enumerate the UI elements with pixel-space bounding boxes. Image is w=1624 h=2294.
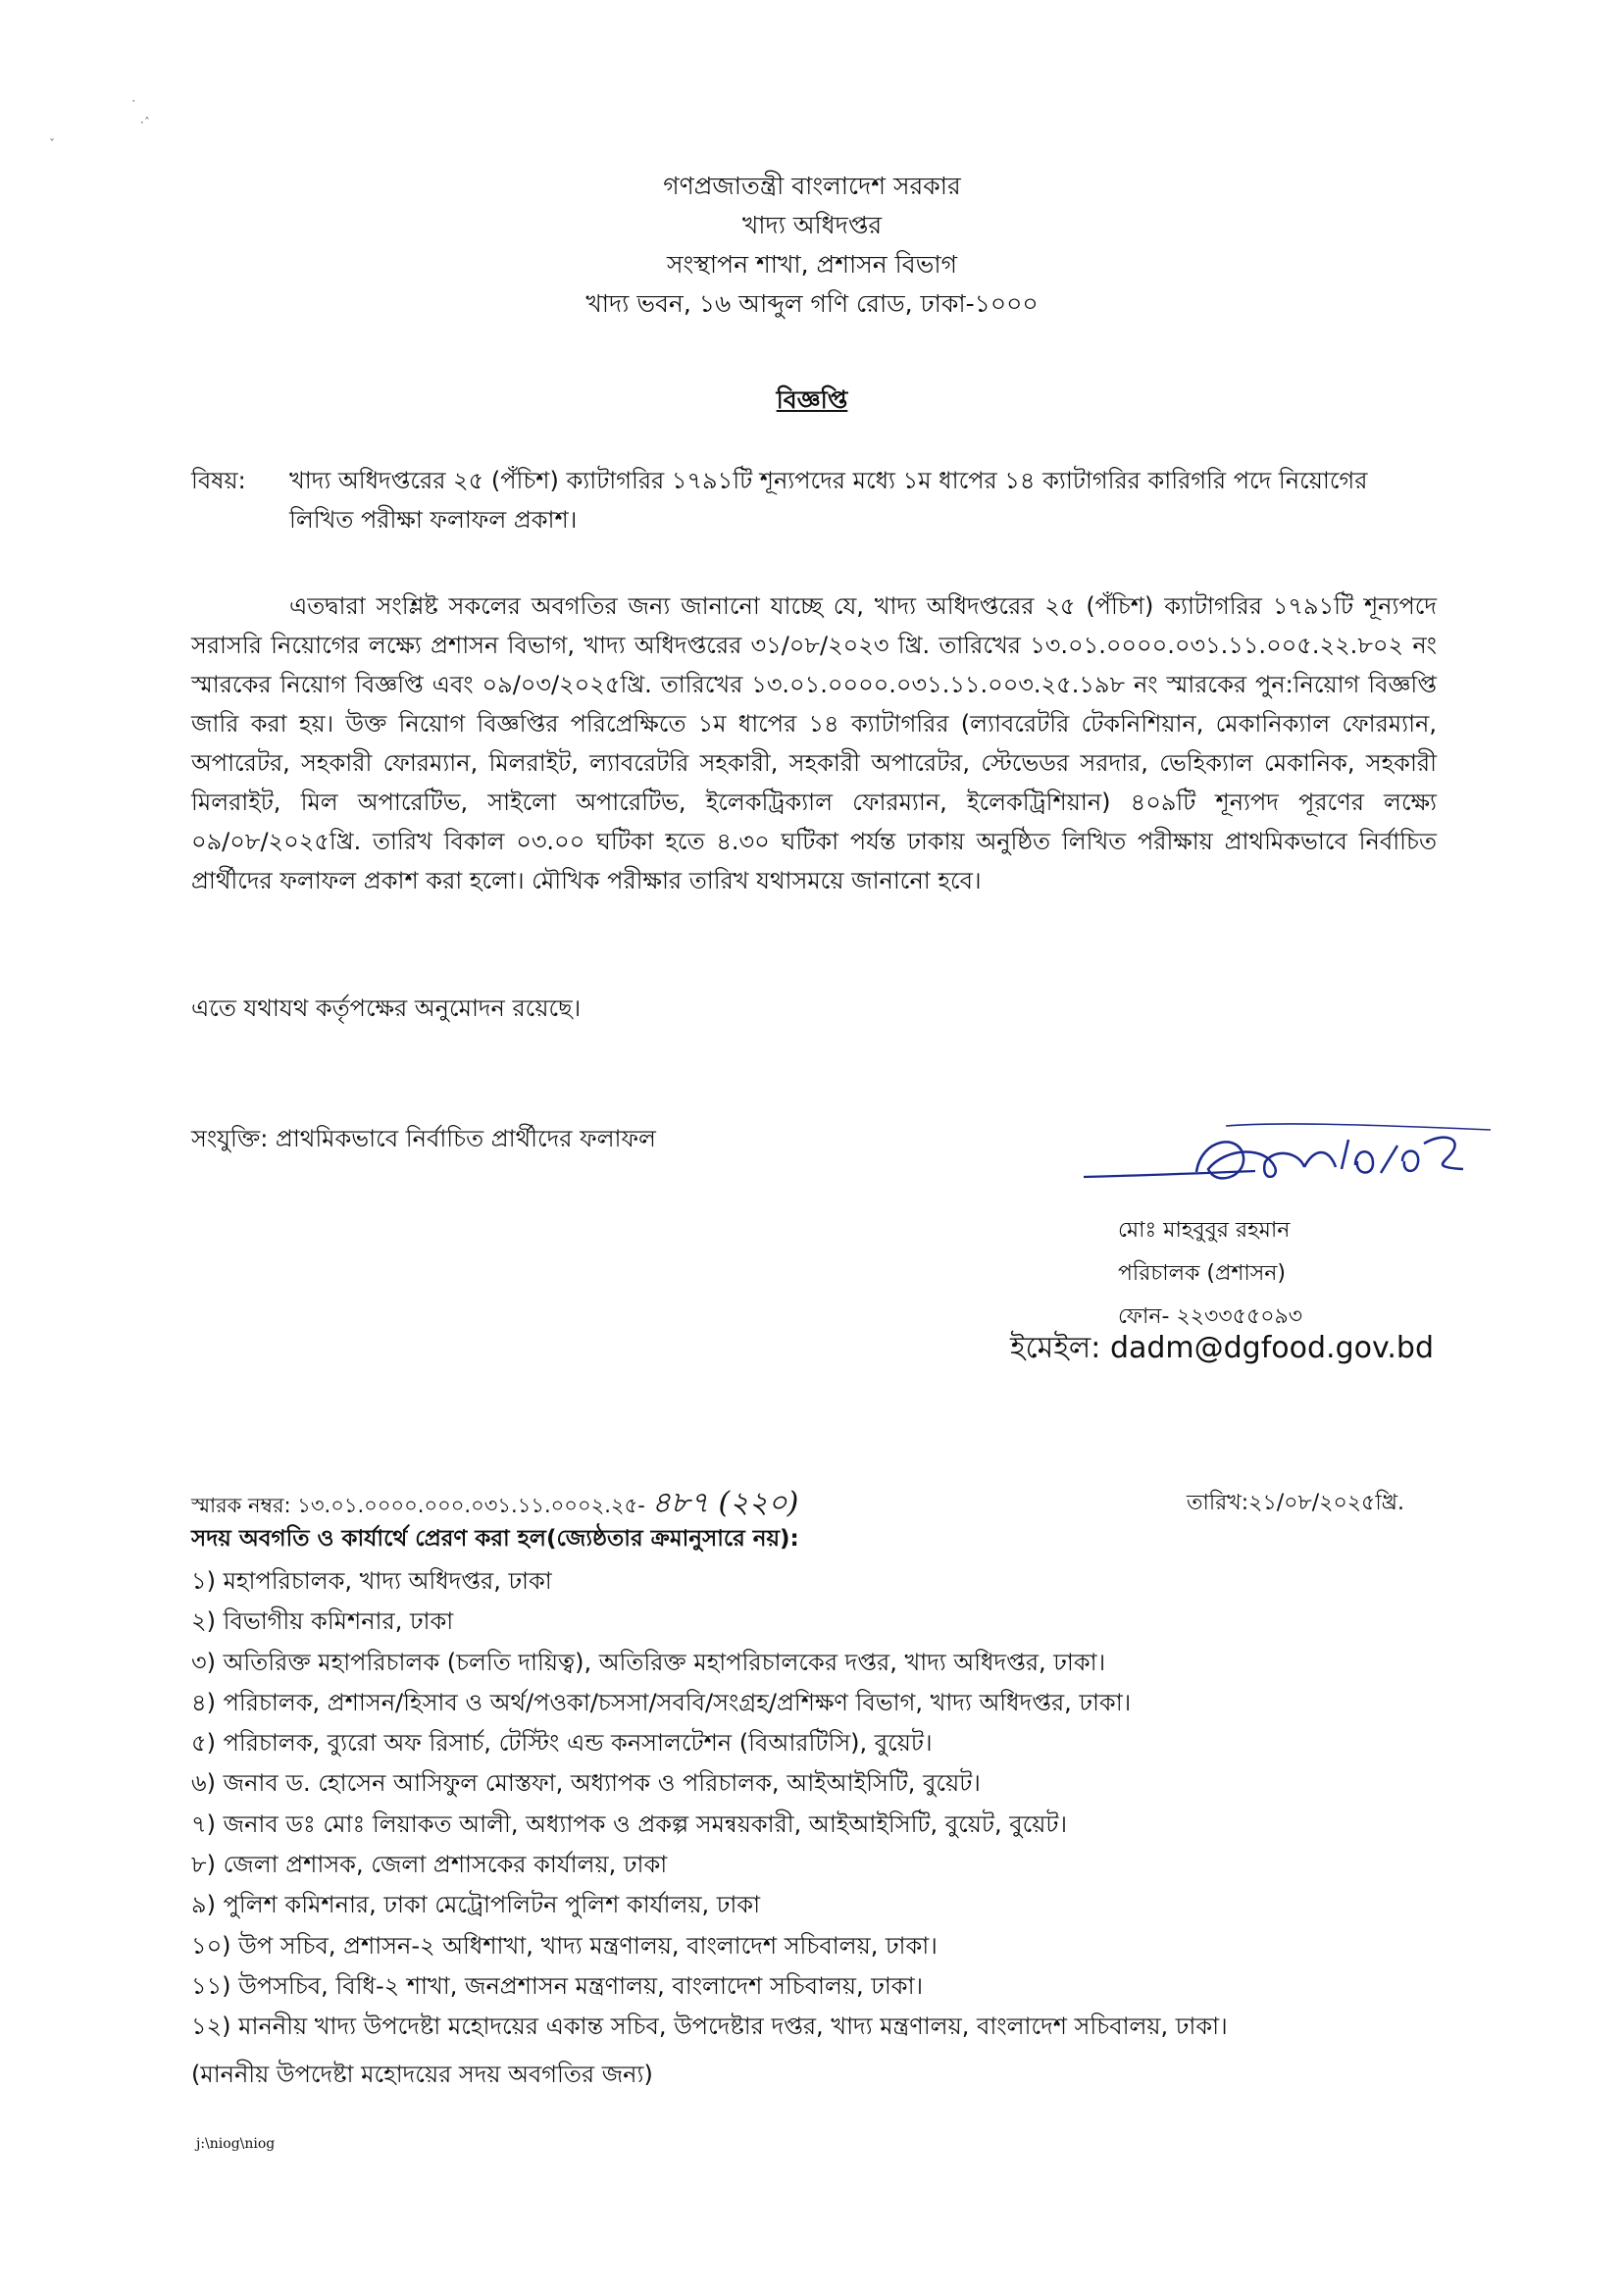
letterhead-section: সংস্থাপন শাখা, প্রশাসন বিভাগ xyxy=(667,250,957,279)
list-item: ৫) পরিচালক, ব্যুরো অফ রিসার্চ, টেস্টিং এন্ড কনসালটেশন (বিআরটিসি), বুয়েট। xyxy=(191,1729,933,1758)
list-item: ৮) জেলা প্রশাসক, জেলা প্রশাসকের কার্যালয়, ঢাকা xyxy=(191,1851,668,1879)
signatory-block xyxy=(1118,1209,1302,1339)
distribution-heading: সদয় অবগতি ও কার্যার্থে প্রেরণ করা হল(জ্যেষ্ঠতার ক্রমানুসারে নয়): xyxy=(191,1526,799,1552)
date-value: ২১/০৮/২০২৫খ্রি. xyxy=(1248,1491,1404,1515)
issue-date xyxy=(1187,1486,1404,1522)
memo-label: স্মারক নম্বর: ১৩.০১.০০০০.০০০.০৩১.১১.০০০২.২৫- xyxy=(191,1494,645,1517)
scan-speck: ٠ xyxy=(130,93,137,107)
signatory-name: মোঃ মাহবুবুর রহমান xyxy=(1118,1218,1291,1243)
list-item: ১০) উপ সচিব, প্রশাসন-২ অধিশাখা, খাদ্য মন্ত্রণালয়, বাংলাদেশ সচিবালয়, ঢাকা। xyxy=(191,1931,938,1960)
list-item: ১২) মাননীয় খাদ্য উপদেষ্টা মহোদয়ের একান্ত সচিব, উপদেষ্টার দপ্তর, খাদ্য মন্ত্রণালয়, বাংলাদেশ সচিবালয়, ঢাকা। xyxy=(191,2013,1228,2041)
list-item: ৪) পরিচালক, প্রশাসন/হিসাব ও অর্থ/পওকা/চসসা/সববি/সংগ্রহ/প্রশিক্ষণ বিভাগ, খাদ্য অধিদপ্তর, ঢাকা। xyxy=(191,1688,1132,1716)
attachment-line: সংযুক্তি: প্রাথমিকভাবে নির্বাচিত প্রার্থীদের ফলাফল xyxy=(191,1125,656,1152)
subject-label: বিষয়: xyxy=(191,467,246,494)
distribution-list xyxy=(191,1561,1466,2048)
signatory-phone: ফোন- ২২৩৩৫৫০৯৩ xyxy=(1118,1304,1303,1329)
approval-statement: এতে যথাযথ কর্তৃপক্ষের অনুমোদন রয়েছে। xyxy=(191,994,582,1022)
letterhead-address: খাদ্য ভবন, ১৬ আব্দুল গণি রোড, ঢাকা-১০০০ xyxy=(585,289,1039,318)
list-item: ২) বিভাগীয় কমিশনার, ঢাকা xyxy=(191,1607,454,1636)
signatory-email-line xyxy=(1010,1324,1434,1374)
letterhead-government: গণপ্রজাতন্ত্রী বাংলাদেশ সরকার xyxy=(663,172,961,200)
letterhead xyxy=(294,167,1330,324)
email-label: ইমেইল: xyxy=(1010,1331,1101,1365)
list-item: ৯) পুলিশ কমিশনার, ঢাকা মেট্রোপলিটন পুলিশ কার্যালয়, ঢাকা xyxy=(191,1891,761,1919)
signatory-designation: পরিচালক (প্রশাসন) xyxy=(1118,1261,1287,1286)
subject-block xyxy=(191,461,1437,539)
subject-text: খাদ্য অধিদপ্তরের ২৫ (পঁচিশ) ক্যাটাগরির ১৭৯১টি শূন্যপদের মধ্যে ১ম ধাপের ১৪ ক্যাটাগরির কারিগরি পদে নিয়োগের লিখিত পরীক্ষা ফলাফল প্রকাশ। xyxy=(289,467,1368,534)
scan-speck: ·ˆ xyxy=(140,116,150,129)
notice-body: এতদ্বারা সংশ্লিষ্ট সকলের অবগতির জন্য জানানো যাচ্ছে যে, খাদ্য অধিদপ্তরের ২৫ (পঁচিশ) ক্যাটাগরির ১৭৯১টি শূন্যপদে সরাসরি নিয়োগের লক্ষ্যে প্রশাসন বিভাগ, খাদ্য অধিদপ্তরের ৩১/০৮/২০২৩ খ্রি. তারিখের ১৩.০১.০০০০.০৩১.১১.০০৫.২২.৮০২ নং স্মারকের নিয়োগ বিজ্ঞপ্তি এবং ০৯/০৩/২০২৫খ্রি. তারিখের ১৩.০১.০০০০.০৩১.১১.০০৩.২৫.১৯৮ নং স্মারকের পুন:নিয়োগ বিজ্ঞপ্তি জারি করা হয়। উক্ত নিয়োগ বিজ্ঞপ্তির পরিপ্রেক্ষিতে ১ম ধাপের ১৪ ক্যাটাগরির (ল্যাবরেটরি টেকনিশিয়ান, মেকানিক্যাল ফোরম্যান, অপারেটর, সহকারী ফোরম্যান, মিলরাইট, ল্যাবরেটরি সহকারী, সহকারী অপারেটর, স্টেভেডর সরদার, ভেহিক্যাল মেকানিক, সহকারী মিলরাইট, মিল অপারেটিভ, সাইলো অপারেটিভ, ইলেকট্রিক্যাল ফোরম্যান, ইলেকট্রিশিয়ান) ৪০৯টি শূন্যপদ পূরণের লক্ষ্যে ০৯/০৮/২০২৫খ্রি. তারিখ বিকাল ০৩.০০ ঘটিকা হতে ৪.৩০ ঘটিকা পর্যন্ত ঢাকায় অনুষ্ঠিত লিখিত পরীক্ষায় প্রাথমিকভাবে নির্বাচিত প্রার্থীদের ফলাফল প্রকাশ করা হলো। মৌখিক পরীক্ষার তারিখ যথাসময়ে জানানো হবে। xyxy=(191,592,1437,894)
list-item: ১) মহাপরিচালক, খাদ্য অধিদপ্তর, ঢাকা xyxy=(191,1567,552,1595)
letterhead-department: খাদ্য অধিদপ্তর xyxy=(741,211,883,239)
memo-handwritten-number: ৪৮৭ (২২০) xyxy=(651,1486,799,1520)
list-item: ৬) জনাব ড. হোসেন আসিফুল মোস্তফা, অধ্যাপক ও পরিচালক, আইআইসিটি, বুয়েট। xyxy=(191,1769,981,1798)
notice-title: বিজ্ঞপ্তি xyxy=(776,385,848,414)
handwritten-signature xyxy=(1079,1118,1500,1216)
list-item: ৩) অতিরিক্ত মহাপরিচালক (চলতি দায়িত্ব), অতিরিক্ত মহাপরিচালকের দপ্তর, খাদ্য অধিদপ্তর, ঢাকা। xyxy=(191,1648,1106,1676)
scan-speck: ˇ xyxy=(49,137,55,151)
email-address: dadm@dgfood.gov.bd xyxy=(1109,1331,1435,1365)
date-label: তারিখ: xyxy=(1187,1491,1249,1515)
file-path-footer: j:\niog\niog xyxy=(196,2136,276,2152)
list-item: ১১) উপসচিব, বিধি-২ শাখা, জনপ্রশাসন মন্ত্রণালয়, বাংলাদেশ সচিবালয়, ঢাকা। xyxy=(191,1971,924,2000)
list-item: ৭) জনাব ডঃ মোঃ লিয়াকত আলী, অধ্যাপক ও প্রকল্প সমন্বয়কারী, আইআইসিটি, বুয়েট, বুয়েট। xyxy=(191,1810,1068,1838)
distribution-note: (মাননীয় উপদেষ্টা মহোদয়ের সদয় অবগতির জন্য) xyxy=(191,2061,653,2088)
